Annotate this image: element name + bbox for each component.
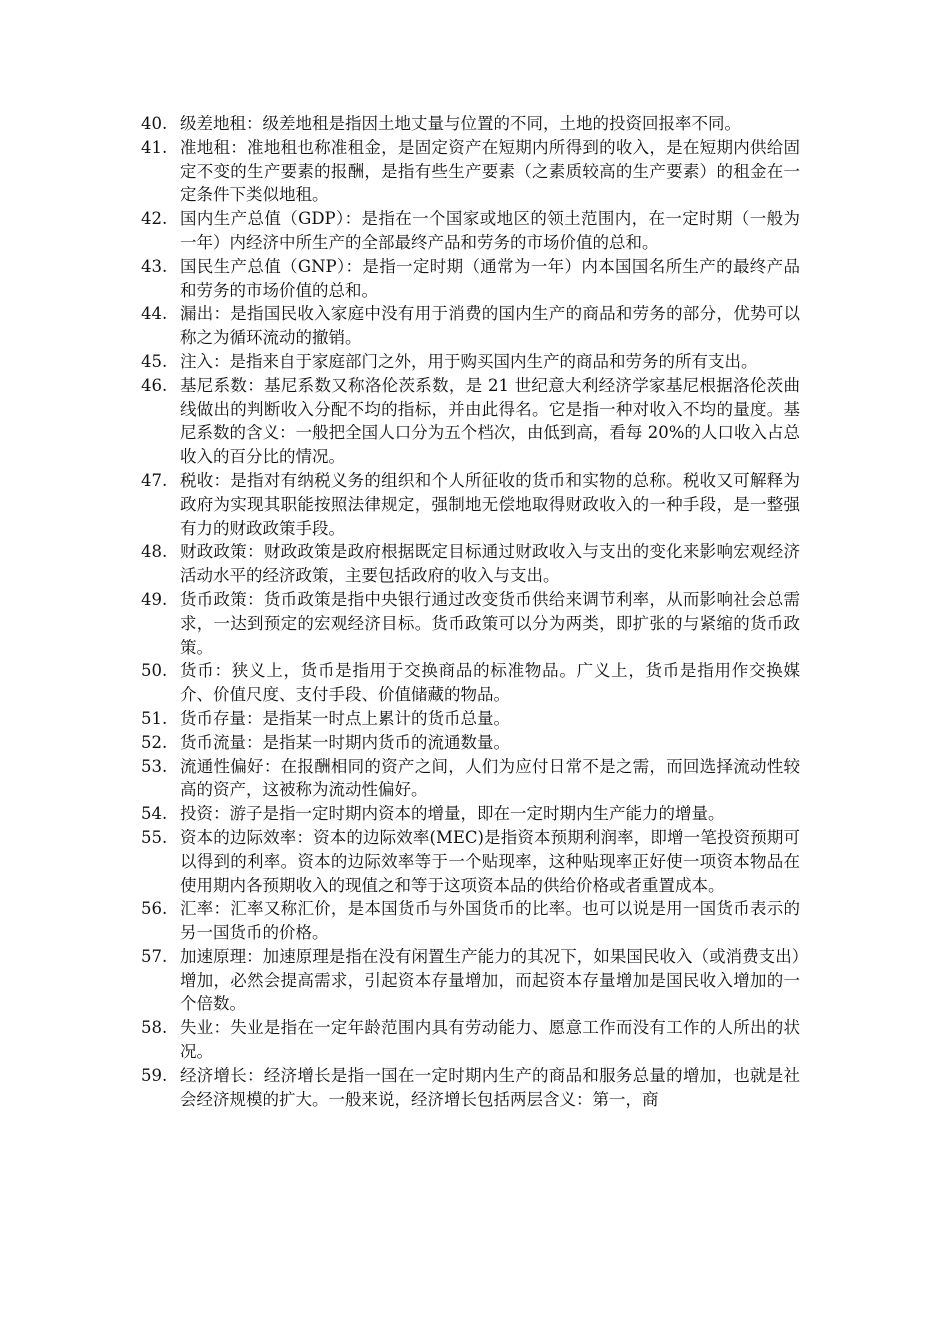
list-item	[0, 112, 800, 136]
item-number: 45.	[141, 351, 168, 371]
list-item	[0, 1064, 800, 1112]
item-number: 42.	[141, 209, 168, 229]
list-item	[0, 1016, 800, 1064]
list-item	[0, 588, 800, 659]
list-item	[0, 469, 800, 540]
list-item	[0, 659, 800, 707]
item-number: 40.	[141, 114, 168, 133]
item-number: 48.	[141, 542, 168, 562]
item-text: 汇率：汇率又称汇价，是本国货币与外国货币的比率。也可以说是用一国货币表示的另一国货币的价格。	[180, 899, 800, 943]
item-number: 46.	[141, 375, 168, 395]
item-text: 货币：狭义上，货币是指用于交换商品的标准物品。广义上，货币是指用作交换媒介、价值尺度、支付手段、价值储藏的物品。	[180, 661, 800, 705]
list-item	[0, 802, 800, 826]
item-text: 漏出：是指国民收入家庭中没有用于消费的国内生产的商品和劳务的部分，优势可以称之为循环流动的撤销。	[180, 304, 800, 348]
item-text: 注入：是指来自于家庭部门之外，用于购买国内生产的商品和劳务的所有支出。	[180, 351, 758, 371]
item-text: 失业：失业是指在一定年龄范围内具有劳动能力、愿意工作而没有工作的人所出的状况。	[180, 1018, 800, 1062]
item-text: 财政政策：财政政策是政府根据既定目标通过财政收入与支出的变化来影响宏观经济活动水平的经济政策，主要包括政府的收入与支出。	[180, 542, 800, 586]
item-number: 57.	[141, 946, 168, 966]
list-item	[0, 707, 800, 731]
document-page	[0, 112, 950, 1111]
list-item	[0, 897, 800, 945]
item-text: 货币流量：是指某一时期内货币的流通数量。	[180, 732, 510, 752]
item-number: 50.	[141, 661, 168, 681]
item-text: 货币政策：货币政策是指中央银行通过改变货币供给来调节利率，从而影响社会总需求，一达到预定的宏观经济目标。货币政策可以分为两类，即扩张的与紧缩的货币政策。	[180, 589, 800, 657]
item-number: 58.	[141, 1018, 168, 1038]
item-number: 41.	[141, 137, 168, 157]
item-text: 级差地租：级差地租是指因土地丈量与位置的不同，土地的投资回报率不同。	[180, 114, 741, 133]
item-text: 基尼系数：基尼系数又称洛伦茨系数，是 21 世纪意大利经济学家基尼根据洛伦茨曲线做出的判断收入分配不均的指标，并由此得名。它是指一种对收入不均的量度。基尼系数的含义：一般把全国人口分为五个档次，由低到高，看每 20%的人口收入占总收入的百分比的情况。	[180, 375, 800, 467]
item-text: 流通性偏好：在报酬相同的资产之间，人们为应付日常不是之需，而回选择流动性较高的资产，这被称为流动性偏好。	[180, 756, 800, 800]
list-item	[0, 302, 800, 350]
list-item	[0, 350, 800, 374]
item-number: 44.	[141, 304, 168, 324]
item-number: 52.	[141, 732, 168, 752]
list-item	[0, 207, 800, 255]
item-number: 47.	[141, 470, 168, 490]
item-text: 加速原理：加速原理是指在没有闲置生产能力的其况下，如果国民收入（或消费支出）增加，必然会提高需求，引起资本存量增加，而起资本存量增加是国民收入增加的一个倍数。	[180, 946, 800, 1014]
item-text: 国民生产总值（GNP）：是指一定时期（通常为一年）内本国国名所生产的最终产品和劳务的市场价值的总和。	[180, 256, 800, 300]
item-number: 55.	[141, 827, 168, 847]
list-item	[0, 826, 800, 897]
item-number: 49.	[141, 589, 168, 609]
item-number: 43.	[141, 256, 168, 276]
list-item	[0, 540, 800, 588]
item-text: 税收：是指对有纳税义务的组织和个人所征收的货币和实物的总称。税收又可解释为政府为实现其职能按照法律规定，强制地无偿地取得财政收入的一种手段，是一整强有力的财政政策手段。	[180, 470, 800, 538]
item-number: 59.	[141, 1065, 168, 1085]
item-number: 56.	[141, 899, 168, 919]
item-text: 货币存量：是指某一时点上累计的货币总量。	[180, 708, 510, 728]
item-text: 准地租：准地租也称准租金，是固定资产在短期内所得到的收入，是在短期内供给固定不变的生产要素的报酬，是指有些生产要素（之素质较高的生产要素）的租金在一定条件下类似地租。	[180, 137, 800, 205]
list-item	[0, 136, 800, 207]
list-item	[0, 374, 800, 469]
list-item	[0, 755, 800, 803]
item-number: 54.	[141, 804, 168, 824]
item-text: 国内生产总值（GDP）：是指在一个国家或地区的领土范围内，在一定时期（一般为一年）内经济中所生产的全部最终产品和劳务的市场价值的总和。	[180, 209, 800, 252]
item-number: 51.	[141, 708, 168, 728]
list-item	[0, 945, 800, 1016]
item-text: 资本的边际效率：资本的边际效率(MEC)是指资本预期利润率，即增一笔投资预期可以得到的利率。资本的边际效率等于一个贴现率，这种贴现率正好使一项资本物品在使用期内各预期收入的现值之和等于这项资本品的供给价格或者重置成本。	[180, 827, 800, 895]
item-text: 经济增长：经济增长是指一国在一定时期内生产的商品和服务总量的增加，也就是社会经济规模的扩大。一般来说，经济增长包括两层含义：第一，商	[180, 1065, 800, 1109]
list-item	[0, 731, 800, 755]
list-item	[0, 255, 800, 303]
item-text: 投资：游子是指一定时期内资本的增量，即在一定时期内生产能力的增量。	[180, 804, 725, 824]
item-number: 53.	[141, 756, 168, 776]
